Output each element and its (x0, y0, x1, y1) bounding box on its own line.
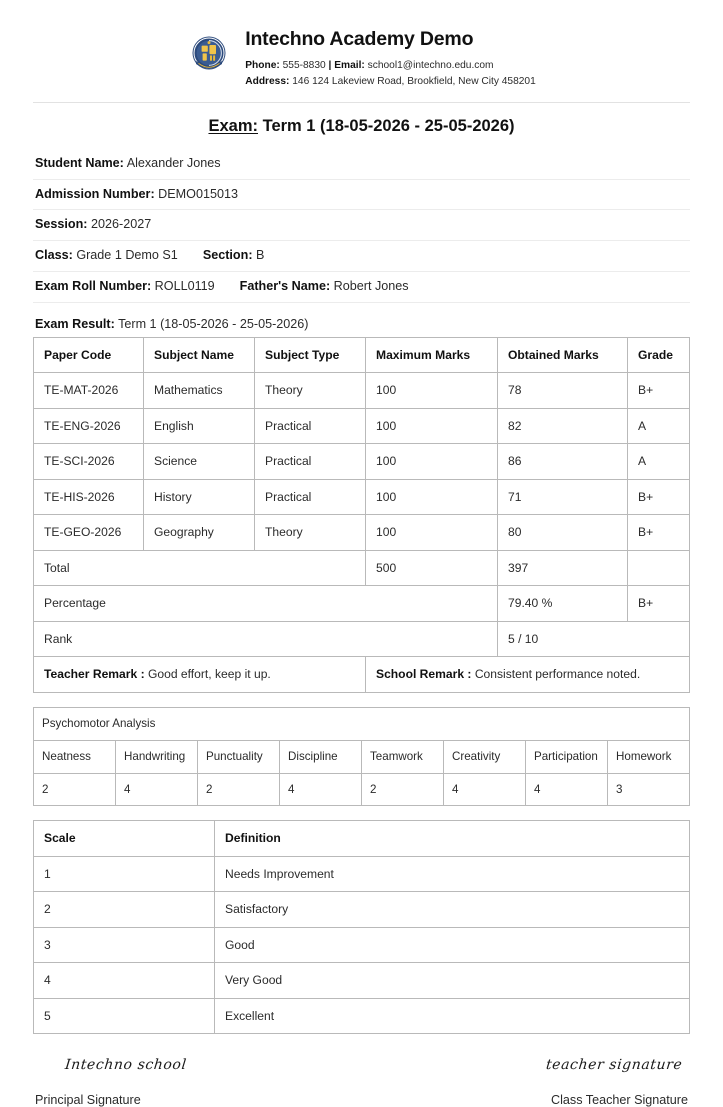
psychomotor-title-row (34, 707, 690, 740)
principal-signature-label: Principal Signature (35, 1093, 141, 1107)
cell-paper-code: TE-MAT-2026 (34, 373, 144, 409)
rank-row (34, 621, 690, 657)
email-value: school1@intechno.edu.com (367, 60, 494, 72)
th-obtained-marks: Obtained Marks (498, 337, 628, 373)
cell-subject-type: Theory (255, 373, 366, 409)
session-label: Session: (35, 217, 88, 232)
school-remark-cell (366, 657, 690, 693)
teacher-signature-script: teacher signature (544, 1057, 683, 1074)
cell-maximum-marks: 100 (366, 444, 498, 480)
exam-result-caption (35, 317, 690, 331)
school-crest-icon (187, 32, 231, 76)
contact-separator: | (328, 60, 332, 72)
cell-maximum-marks: 100 (366, 479, 498, 515)
table-row (34, 927, 690, 963)
teacher-remark-label: Teacher Remark : (44, 667, 145, 682)
cell-definition: Very Good (215, 963, 690, 999)
value-punctuality: 2 (198, 773, 280, 806)
percentage-value: 79.40 % (498, 586, 628, 622)
exam-roll-number-value: ROLL0119 (154, 278, 215, 293)
header-divider (33, 102, 690, 103)
table-row (34, 892, 690, 928)
cell-subject-type: Practical (255, 408, 366, 444)
cell-scale: 4 (34, 963, 215, 999)
fathers-name-value: Robert Jones (333, 278, 409, 293)
exam-result-table (33, 337, 690, 693)
teacher-remark-cell (34, 657, 366, 693)
school-header-text (245, 26, 536, 90)
school-remark-value: Consistent performance noted. (474, 667, 641, 682)
th-handwriting: Handwriting (116, 740, 198, 773)
table-row (34, 856, 690, 892)
class-teacher-signature-label: Class Teacher Signature (551, 1093, 688, 1107)
th-discipline: Discipline (280, 740, 362, 773)
exam-title-label: Exam: (208, 117, 258, 136)
cell-scale: 5 (34, 998, 215, 1034)
th-punctuality: Punctuality (198, 740, 280, 773)
cell-grade: A (628, 444, 690, 480)
exam-result-label: Exam Result: (35, 316, 115, 331)
percentage-grade: B+ (628, 586, 690, 622)
value-discipline: 4 (280, 773, 362, 806)
fathers-name-label: Father's Name: (239, 278, 331, 293)
class-teacher-signature-block (388, 1056, 688, 1107)
th-subject-name: Subject Name (144, 337, 255, 373)
address-value: 146 124 Lakeview Road, Brookfield, New City 458201 (292, 76, 536, 88)
cell-grade: A (628, 408, 690, 444)
school-contact-line (245, 58, 536, 74)
info-row-student-name (33, 149, 690, 180)
exam-result-table-block (33, 337, 690, 693)
rank-value: 5 / 10 (498, 621, 690, 657)
cell-subject-type: Practical (255, 479, 366, 515)
cell-obtained-marks: 78 (498, 373, 628, 409)
cell-obtained-marks: 86 (498, 444, 628, 480)
cell-subject-name: Mathematics (144, 373, 255, 409)
psychomotor-table (33, 707, 690, 807)
school-remark-label: School Remark : (376, 667, 472, 682)
cell-definition: Good (215, 927, 690, 963)
info-row-class-section (33, 241, 690, 272)
table-row (34, 479, 690, 515)
student-info-list (33, 149, 690, 303)
value-neatness: 2 (34, 773, 116, 806)
cell-paper-code: TE-HIS-2026 (34, 479, 144, 515)
cell-obtained-marks: 80 (498, 515, 628, 551)
th-maximum-marks: Maximum Marks (366, 337, 498, 373)
th-neatness: Neatness (34, 740, 116, 773)
cell-definition: Excellent (215, 998, 690, 1034)
cell-obtained-marks: 82 (498, 408, 628, 444)
cell-paper-code: TE-GEO-2026 (34, 515, 144, 551)
psychomotor-title: Psychomotor Analysis (34, 707, 690, 740)
phone-value: 555-8830 (282, 60, 326, 72)
total-grade (628, 550, 690, 586)
exam-result-value: Term 1 (18-05-2026 - 25-05-2026) (118, 316, 309, 331)
cell-definition: Satisfactory (215, 892, 690, 928)
cell-paper-code: TE-SCI-2026 (34, 444, 144, 480)
cell-obtained-marks: 71 (498, 479, 628, 515)
table-row (34, 408, 690, 444)
session-value: 2026-2027 (91, 217, 152, 232)
th-subject-type: Subject Type (255, 337, 366, 373)
table-row (34, 515, 690, 551)
class-label: Class: (35, 248, 73, 263)
address-label: Address: (245, 76, 290, 88)
cell-definition: Needs Improvement (215, 856, 690, 892)
section-label: Section: (202, 248, 253, 263)
th-homework: Homework (608, 740, 690, 773)
cell-scale: 1 (34, 856, 215, 892)
table-header-row (34, 337, 690, 373)
total-label: Total (34, 550, 366, 586)
admission-number-value: DEMO015013 (158, 186, 238, 201)
exam-title-value: Term 1 (18-05-2026 - 25-05-2026) (262, 117, 515, 136)
cell-subject-name: English (144, 408, 255, 444)
principal-signature-block (35, 1056, 335, 1107)
section-value: B (256, 248, 265, 263)
info-row-session (33, 210, 690, 241)
cell-subject-name: Science (144, 444, 255, 480)
email-label: Email: (334, 60, 365, 72)
th-teamwork: Teamwork (362, 740, 444, 773)
cell-subject-type: Theory (255, 515, 366, 551)
value-participation: 4 (526, 773, 608, 806)
cell-grade: B+ (628, 479, 690, 515)
rank-label: Rank (34, 621, 498, 657)
cell-scale: 2 (34, 892, 215, 928)
cell-subject-name: History (144, 479, 255, 515)
th-creativity: Creativity (444, 740, 526, 773)
info-row-admission-number (33, 180, 690, 211)
scale-table (33, 820, 690, 1034)
cell-scale: 3 (34, 927, 215, 963)
phone-label: Phone: (245, 60, 280, 72)
class-value: Grade 1 Demo S1 (76, 248, 178, 263)
scale-header-row (34, 821, 690, 857)
total-obtained-marks: 397 (498, 550, 628, 586)
signature-area (33, 1056, 690, 1107)
cell-maximum-marks: 100 (366, 373, 498, 409)
student-name-value: Alexander Jones (126, 156, 221, 171)
info-row-roll-father (33, 272, 690, 303)
th-grade: Grade (628, 337, 690, 373)
percentage-label: Percentage (34, 586, 498, 622)
admission-number-label: Admission Number: (35, 186, 155, 201)
value-homework: 3 (608, 773, 690, 806)
value-handwriting: 4 (116, 773, 198, 806)
cell-grade: B+ (628, 515, 690, 551)
value-creativity: 4 (444, 773, 526, 806)
exam-title (33, 117, 690, 136)
exam-roll-number-label: Exam Roll Number: (35, 278, 152, 293)
cell-maximum-marks: 100 (366, 408, 498, 444)
principal-signature-script: Intechno school (64, 1057, 188, 1074)
total-maximum-marks: 500 (366, 550, 498, 586)
percentage-row (34, 586, 690, 622)
scale-table-block (33, 820, 690, 1034)
school-header (33, 26, 690, 102)
teacher-remark-value: Good effort, keep it up. (147, 667, 271, 682)
table-row (34, 373, 690, 409)
value-teamwork: 2 (362, 773, 444, 806)
th-participation: Participation (526, 740, 608, 773)
student-name-label: Student Name: (35, 156, 124, 171)
cell-grade: B+ (628, 373, 690, 409)
total-row (34, 550, 690, 586)
psychomotor-header-row (34, 740, 690, 773)
table-row (34, 444, 690, 480)
cell-paper-code: TE-ENG-2026 (34, 408, 144, 444)
table-row (34, 963, 690, 999)
table-row (34, 998, 690, 1034)
cell-subject-type: Practical (255, 444, 366, 480)
th-definition: Definition (215, 821, 690, 857)
th-scale: Scale (34, 821, 215, 857)
remarks-row (34, 657, 690, 693)
school-address-line (245, 74, 536, 90)
cell-subject-name: Geography (144, 515, 255, 551)
school-name: Intechno Academy Demo (245, 28, 474, 50)
th-paper-code: Paper Code (34, 337, 144, 373)
psychomotor-table-block (33, 707, 690, 807)
psychomotor-value-row (34, 773, 690, 806)
cell-maximum-marks: 100 (366, 515, 498, 551)
